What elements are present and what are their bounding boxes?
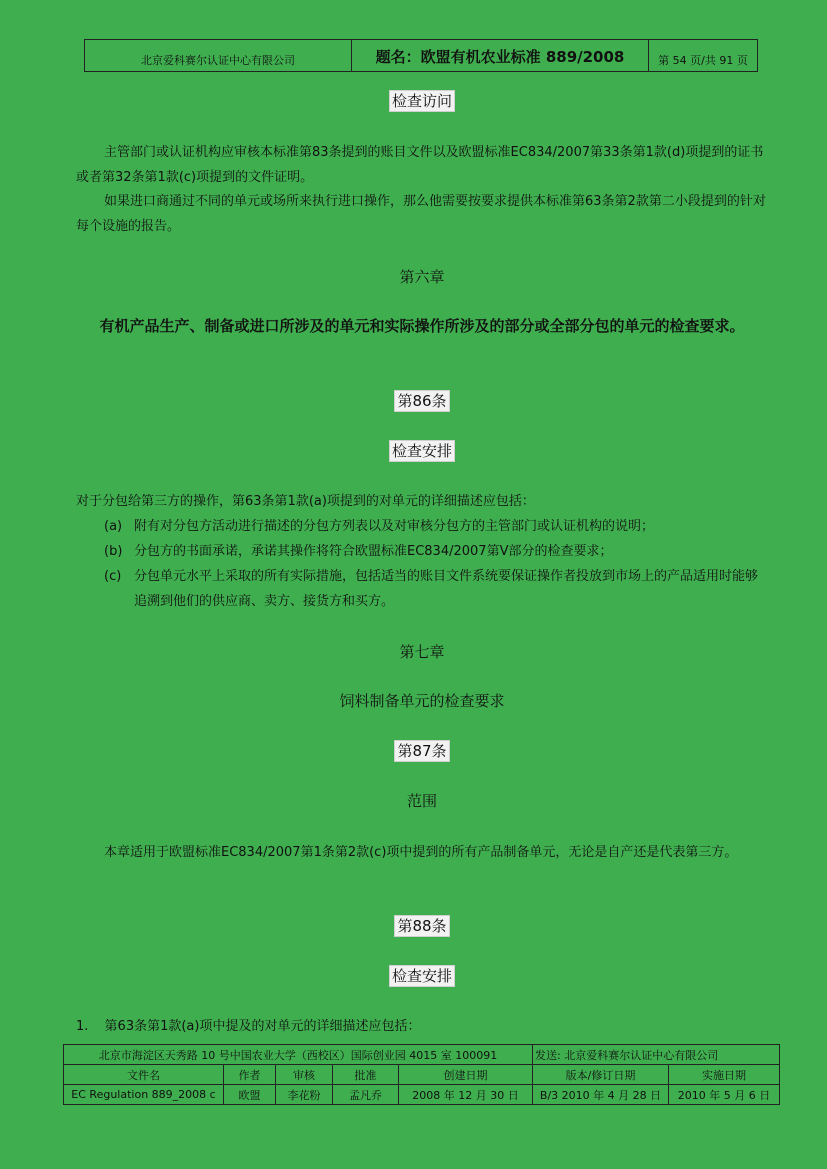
footer-header-row: 文件名 作者 审核 批准 创建日期 版本/修订日期 实施日期 — [64, 1065, 780, 1085]
article-heading: 第86条 — [76, 390, 768, 412]
section-heading: 检查访问 — [76, 90, 768, 112]
header-page-number: 第 54 页/共 91 页 — [658, 54, 748, 67]
list-item: (b) 分包方的书面承诺，承诺其操作将符合欧盟标准EC834/2007第Ⅴ部分的检查要求； — [104, 544, 613, 559]
chapter-title: 有机产品生产、制备或进口所涉及的单元和实际操作所涉及的部分或全部分包的单元的检查要求。 — [99, 317, 745, 335]
chapter-title: 饲料制备单元的检查要求 — [339, 692, 505, 710]
article-heading: 第88条 — [76, 915, 768, 937]
paragraph: 本章适用于欧盟标准EC834/2007第1条第2款(c)项中提到的所有产品制备单元，无论是自产还是代表第三方。 — [104, 845, 738, 860]
header-title: 题名：欧盟有机农业标准 889/2008 — [352, 40, 649, 71]
paragraph: 如果进口商通过不同的单元或场所来执行进口操作，那么他需要按要求提供本标准第63条第2款第二小段提到的针对每个设施的报告。 — [76, 194, 766, 234]
article-title: 检查安排 — [76, 440, 768, 462]
chapter-heading: 第六章 — [399, 268, 445, 286]
page-header — [84, 39, 758, 72]
chapter-heading: 第七章 — [399, 643, 445, 661]
paragraph: 对于分包给第三方的操作，第63条第1款(a)项提到的对单元的详细描述应包括： — [76, 494, 535, 509]
list-item: (c) 分包单元水平上采取的所有实际措施，包括适当的账目文件系统要保证操作者投放到市场上的产品适用时能够追溯到他们的供应商、卖方、接货方和买方。 — [104, 569, 759, 609]
footer-sender: 发送: 北京爱科赛尔认证中心有限公司 — [533, 1045, 780, 1065]
article-title: 检查安排 — [76, 965, 768, 987]
article-heading: 第87条 — [76, 740, 768, 762]
footer-value-row: EC Regulation 889_2008 c 欧盟 李花粉 孟凡乔 2008 年 12 月 30 日 B/3 2010 年 4 月 28 日 2010 年 5 月 6 日 — [64, 1085, 780, 1105]
numbered-paragraph: 1. 第63条第1款(a)项中提及的对单元的详细描述应包括： — [76, 1019, 421, 1034]
page-footer — [63, 1044, 780, 1105]
footer-address: 北京市海淀区天秀路 10 号中国农业大学（西校区）国际创业园 4015 室 100091 — [64, 1045, 533, 1065]
article-title: 范围 — [406, 792, 437, 810]
paragraph: 主管部门或认证机构应审核本标准第83条提到的账目文件以及欧盟标准EC834/2007第33条第1款(d)项提到的证书或者第32条第1款(c)项提到的文件证明。 — [76, 145, 764, 185]
header-company: 北京爱科赛尔认证中心有限公司 — [85, 40, 352, 71]
list-item: (a) 附有对分包方活动进行描述的分包方列表以及对审核分包方的主管部门或认证机构的说明； — [104, 519, 655, 534]
